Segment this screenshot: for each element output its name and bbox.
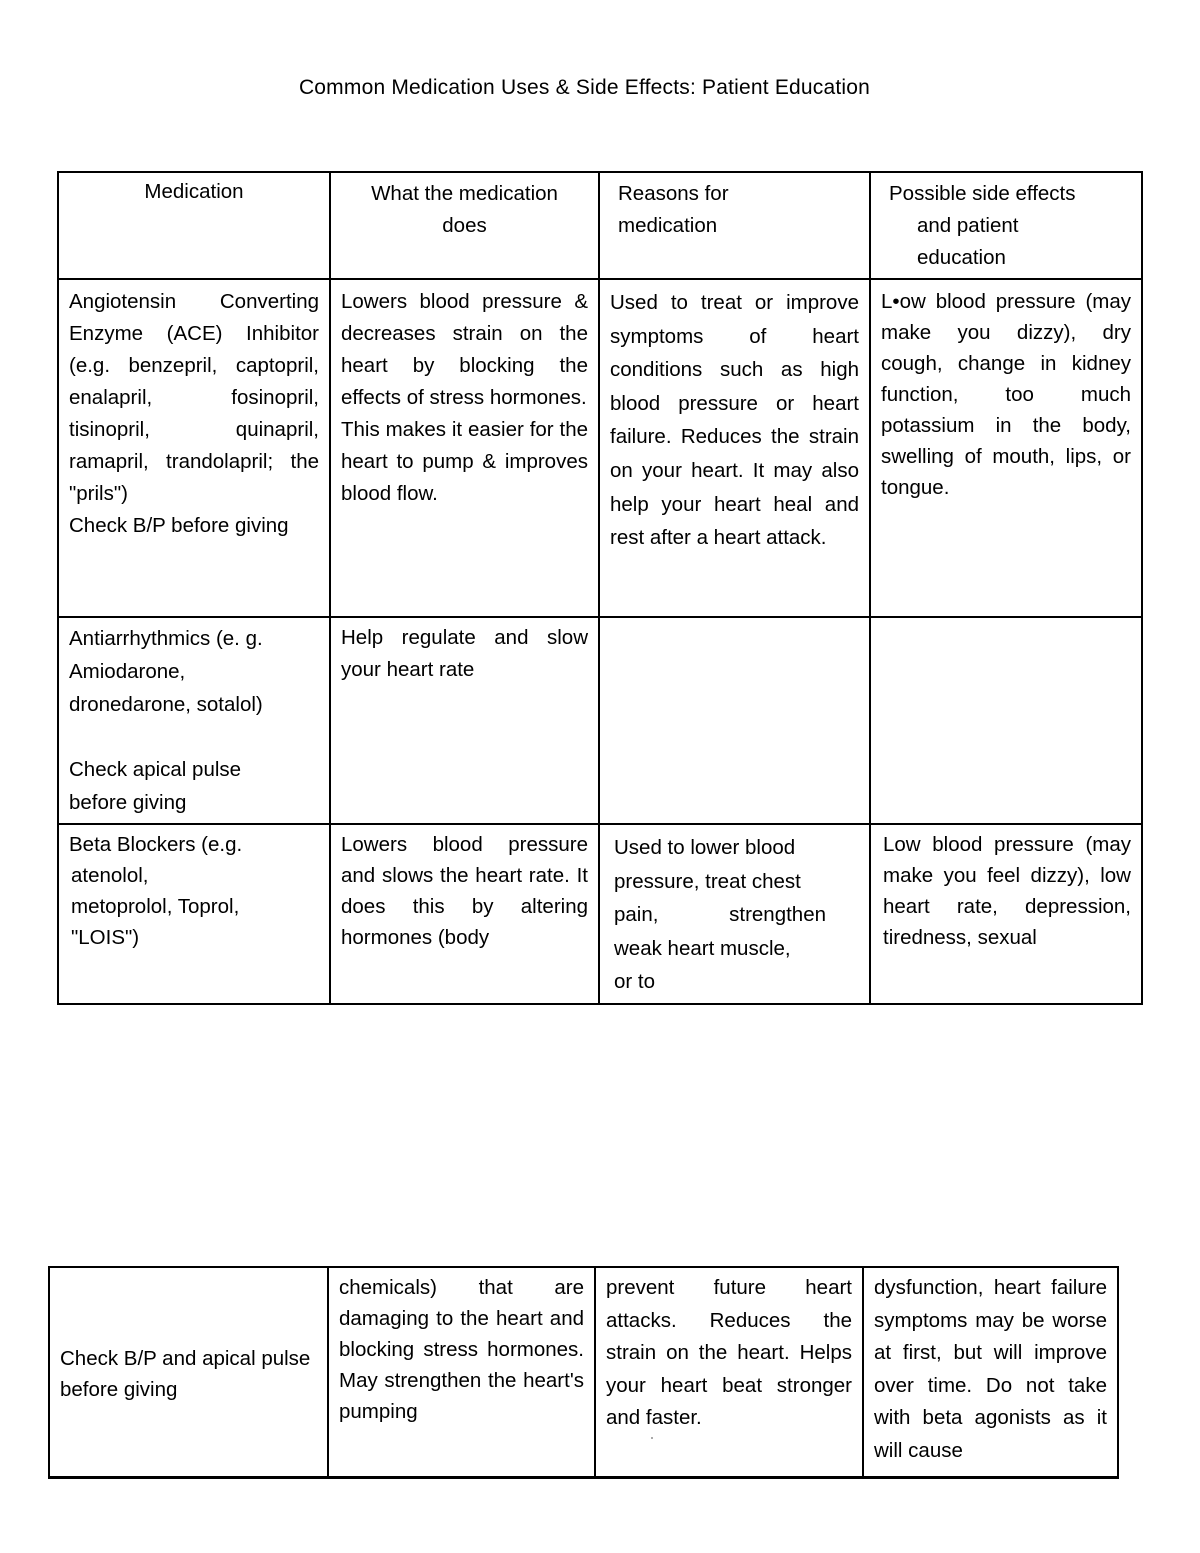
medication-note-line2: before giving	[60, 1377, 178, 1401]
scan-speck	[651, 1437, 653, 1439]
what-it-does-text: Lowers blood pressure & decreases strain on the heart by blocking the effects of stress hormones.	[341, 290, 588, 409]
medication-name-line3: dronedarone, sotalol)	[69, 693, 263, 716]
medication-name-line4: "LOIS")	[71, 926, 140, 949]
header-side-line3: education	[917, 246, 1006, 269]
medication-table	[57, 171, 1143, 1005]
cell-side-effects	[870, 617, 1142, 824]
what-it-does-text: chemicals) that are damaging to the heart and blocking stress hormones. May strengthen the heart's pumping	[339, 1276, 584, 1423]
medication-name-line2: atenolol,	[71, 864, 149, 887]
cell-medication	[58, 279, 330, 617]
cell-side-effects	[870, 279, 1142, 617]
reasons-line3: pain, strengthen	[614, 903, 826, 927]
cell-side-effects	[870, 824, 1142, 1004]
cell-medication	[58, 824, 330, 1004]
cell-side-effects	[863, 1267, 1118, 1477]
cell-what-it-does	[330, 617, 599, 824]
header-reasons	[599, 172, 870, 279]
reasons-line4: weak heart muscle,	[614, 936, 791, 960]
reasons-line2: pressure, treat chest	[614, 869, 801, 893]
medication-name: Angiotensin Converting Enzyme (ACE) Inhibitor (e.g. benzepril, captopril, enalapril, fosinopril, tisinopril, quinapril, ramapril, trandolapril; the "prils")	[69, 290, 319, 505]
medication-note-line2: before giving	[69, 791, 187, 814]
header-reasons-line2: medication	[618, 214, 718, 237]
medication-note-line1: Check B/P and apical pulse	[60, 1346, 311, 1370]
header-what-line2: does	[442, 214, 487, 237]
side-effects-text: L•ow blood pressure (may make you dizzy), dry cough, change in kidney function, too much potassium in the body, swelling of mouth, lips, or tongue.	[881, 290, 1131, 499]
header-what-it-does	[330, 172, 599, 279]
cell-reasons	[599, 617, 870, 824]
table-header-row	[58, 172, 1142, 279]
cell-what-it-does	[330, 824, 599, 1004]
header-what-line1: What the medication	[371, 182, 558, 205]
table-row	[49, 1267, 1118, 1477]
cell-medication	[49, 1267, 328, 1477]
cell-what-it-does	[330, 279, 599, 617]
cell-reasons	[595, 1267, 863, 1477]
header-medication	[58, 172, 330, 279]
side-effects-text	[871, 618, 1141, 630]
medication-name-line1: Antiarrhythmics (e. g.	[69, 627, 263, 650]
what-it-does-text: Help regulate and slow your heart rate	[341, 626, 588, 681]
reasons-text	[600, 618, 869, 630]
page-title: Common Medication Uses & Side Effects: Patient Education	[298, 76, 871, 99]
table-row	[58, 824, 1142, 1004]
medication-note: Check B/P before giving	[69, 514, 289, 537]
reasons-line5: or to	[614, 970, 656, 994]
medication-table-continued	[48, 1266, 1119, 1479]
what-it-does-text: Lowers blood pressure and slows the heart rate. It does this by altering hormones (body	[341, 833, 588, 949]
reasons-text: prevent future heart attacks. Reduces the strain on the heart. Helps your heart beat stronger and faster.	[606, 1276, 852, 1429]
table-row	[58, 279, 1142, 617]
cell-medication	[58, 617, 330, 824]
header-side-line2: and patient	[917, 214, 1019, 237]
medication-name-line1: Beta Blockers (e.g.	[69, 833, 243, 856]
cell-reasons	[599, 279, 870, 617]
header-reasons-line1: Reasons for	[618, 182, 729, 205]
side-effects-text: dysfunction, heart failure symptoms may be worse at first, but will improve over time. Do not take with beta agonists as it will cause	[874, 1276, 1107, 1462]
cell-what-it-does	[328, 1267, 595, 1477]
cell-reasons	[599, 824, 870, 1004]
medication-note-line1: Check apical pulse	[69, 758, 242, 781]
table-row	[58, 617, 1142, 824]
header-medication-label: Medication	[144, 180, 244, 203]
reasons-text: Used to treat or improve symptoms of heart conditions such as high blood pressure or heart failure. Reduces the strain on your heart. It may also help your heart heal and rest after a heart attack.	[610, 291, 859, 550]
header-side-line1: Possible side effects	[889, 182, 1076, 205]
reasons-line1: Used to lower blood	[614, 836, 796, 859]
spacer	[69, 721, 319, 753]
side-effects-text: Low blood pressure (may make you feel dizzy), low heart rate, depression, tiredness, sexual	[883, 833, 1131, 949]
what-it-does-text-2: This makes it easier for the heart to pump & improves blood flow.	[341, 418, 588, 505]
medication-name-line3: metoprolol, Toprol,	[71, 895, 240, 918]
header-side-effects	[870, 172, 1142, 279]
medication-name-line2: Amiodarone,	[69, 660, 186, 683]
